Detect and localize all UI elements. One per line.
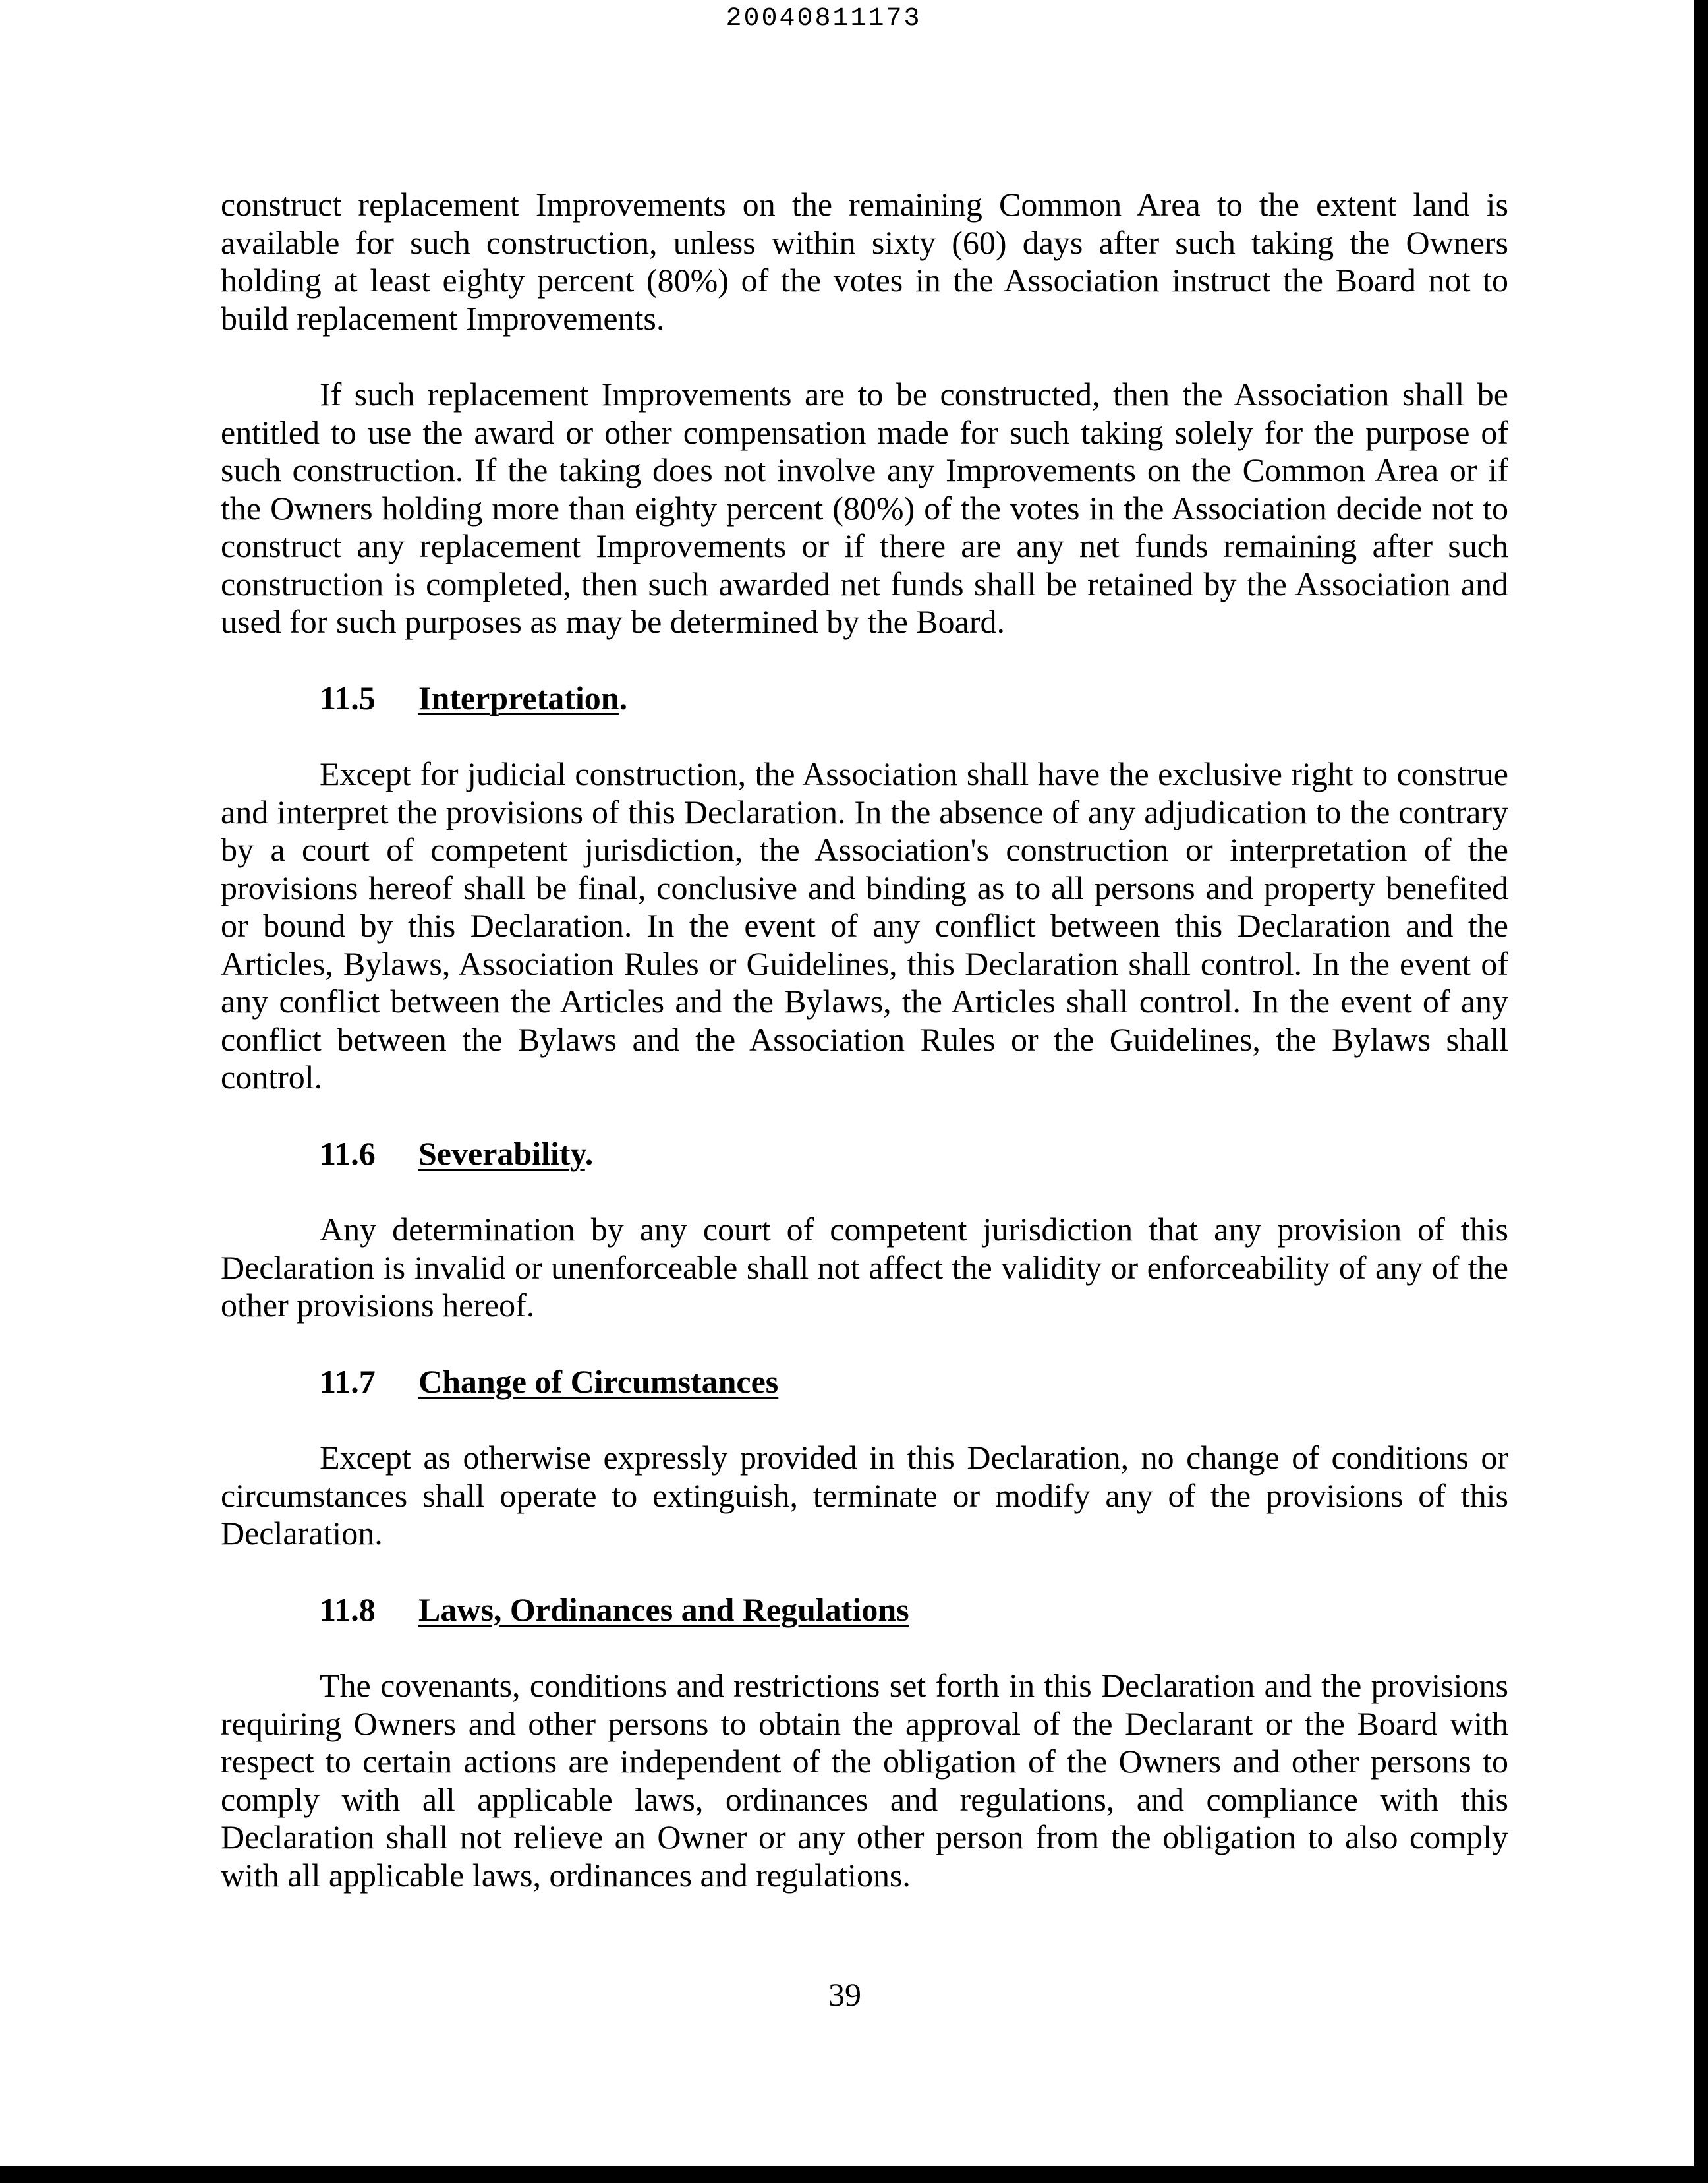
section-body-11-5: Except for judicial construction, the Association shall have the exclusive right to construe and interpret the provisions of this Declaration. In the absence of any adjudication to the contrary by a court of competent jurisdiction, the Association's construction or interpretation of the provisions hereof shall be final, conclusive and binding as to all persons and property benefited or bound by this Declaration. In the event of any conflict between this Declaration and the Articles, Bylaws, Association Rules or Guidelines, this Declaration shall control. In the event of any conflict between the Articles and the Bylaws, the Articles shall control. In the event of any conflict between the Bylaws and the Association Rules or the Guidelines, the Bylaws shall control. (221, 755, 1508, 1095)
section-title: Laws, Ordinances and Regulations (418, 1590, 909, 1628)
page-content (221, 186, 1508, 1894)
paragraph-replacement-improvements: If such replacement Improvements are to be constructed, then the Association shall be entitled to use the award or other compensation made for such taking solely for the purpose of such construction. If the taking does not involve any Improvements on the Common Area or if the Owners holding more than eighty percent (80%) of the votes in the Association decide not to construct any replacement Improvements or if there are any net funds remaining after such construction is completed, then such awarded net funds shall be retained by the Association and used for such purposes as may be determined by the Board. (221, 376, 1508, 640)
section-heading-11-6 (221, 1135, 1508, 1173)
section-number: 11.7 (320, 1362, 376, 1400)
section-body-11-7: Except as otherwise expressly provided in this Declaration, no change of conditions or circumstances shall operate to extinguish, terminate or modify any of the provisions of this Declaration. (221, 1439, 1508, 1552)
section-body-11-6: Any determination by any court of competent jurisdiction that any provision of this Declaration is invalid or unenforceable shall not affect the validity or enforceability of any of the other provisions hereof. (221, 1211, 1508, 1324)
paragraph-continued: construct replacement Improvements on the remaining Common Area to the extent land is available for such construction, unless within sixty (60) days after such taking the Owners holding at least eighty percent (80%) of the votes in the Association instruct the Board not to build replacement Improvements. (221, 186, 1508, 337)
section-title: Change of Circumstances (418, 1362, 779, 1400)
scan-edge-bottom (0, 2166, 1708, 2183)
page-number-text: 39 (828, 1976, 861, 2013)
section-number: 11.5 (320, 679, 376, 716)
section-title-period: . (619, 679, 628, 716)
section-number: 11.6 (320, 1134, 376, 1172)
section-title-period: . (584, 1134, 594, 1172)
document-number: 20040811173 (726, 4, 922, 34)
section-heading-11-7 (221, 1363, 1508, 1401)
section-number: 11.8 (320, 1590, 376, 1628)
section-title: Severability (418, 1134, 585, 1172)
section-heading-11-8 (221, 1591, 1508, 1629)
page-number (0, 1975, 1708, 2014)
scan-edge-right (1694, 0, 1708, 2183)
section-body-11-8: The covenants, conditions and restrictions set forth in this Declaration and the provisions requiring Owners and other persons to obtain the approval of the Declarant or the Board with respect to certain actions are independent of the obligation of the Owners and other persons to comply with all applicable laws, ordinances and regulations, and compliance with this Declaration shall not relieve an Owner or any other person from the obligation to also comply with all applicable laws, ordinances and regulations. (221, 1667, 1508, 1894)
section-title: Interpretation (418, 679, 619, 716)
section-heading-11-5 (221, 680, 1508, 718)
